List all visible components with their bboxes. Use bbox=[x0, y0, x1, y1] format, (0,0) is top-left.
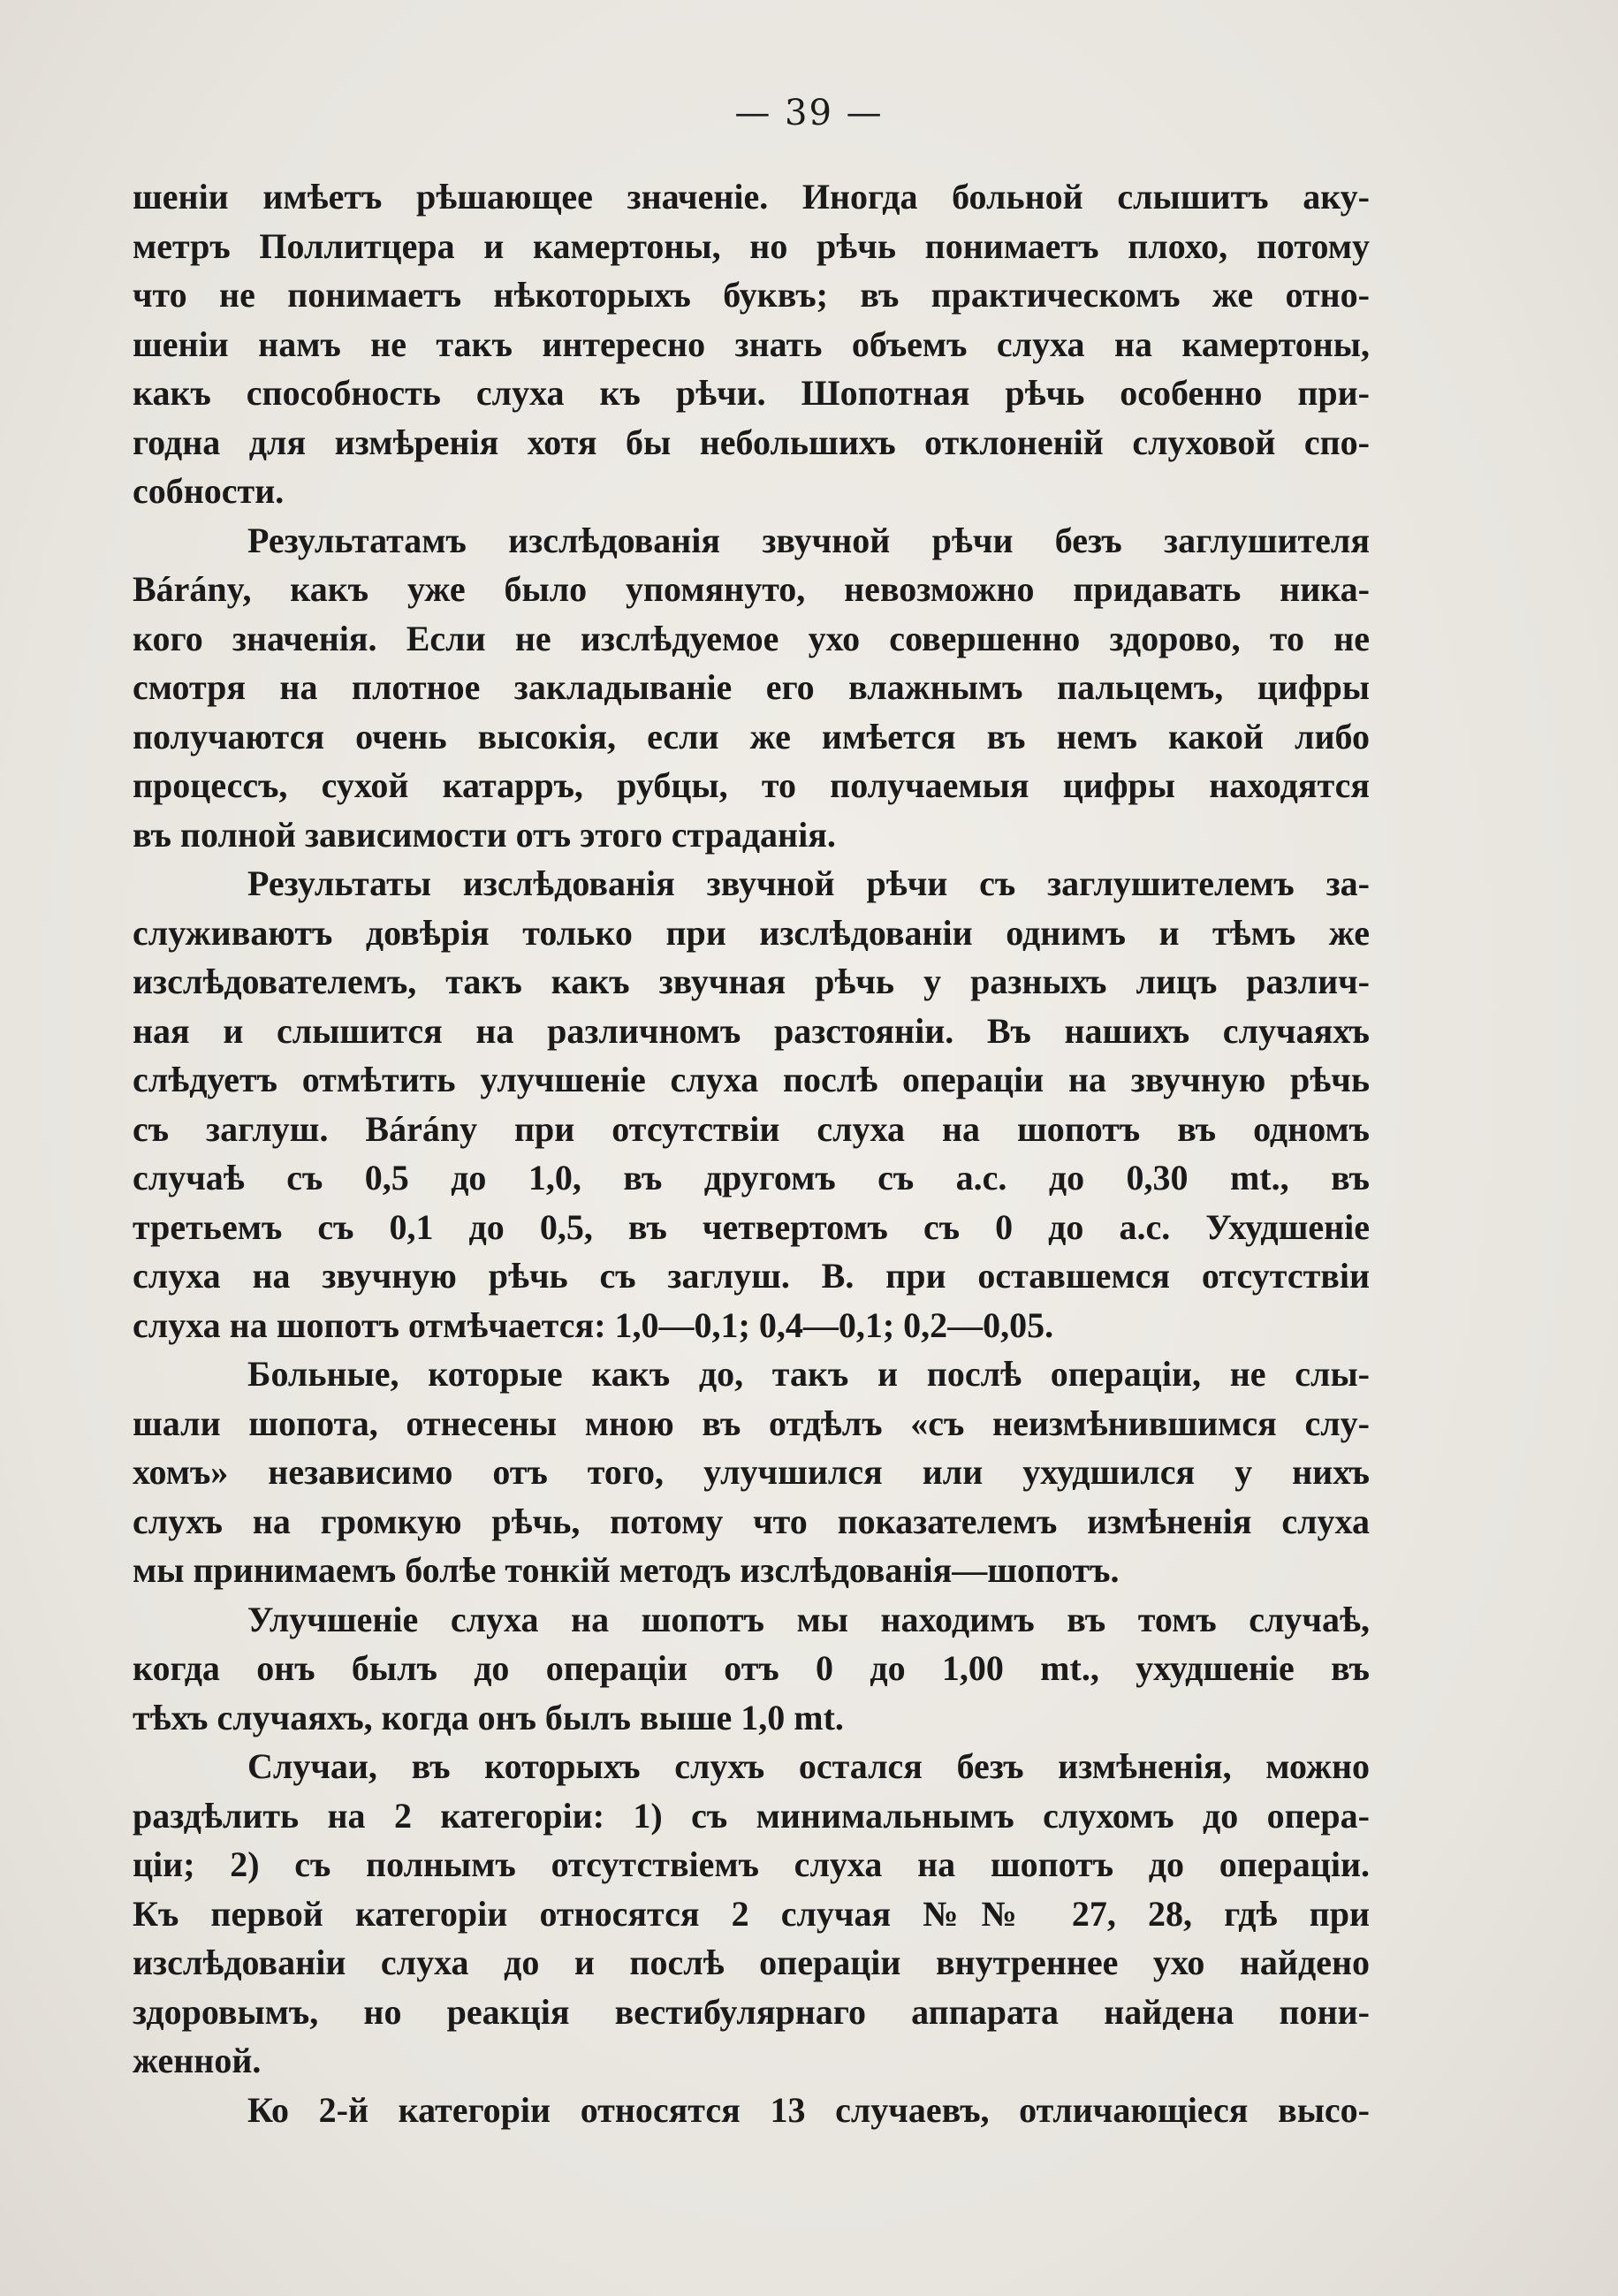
text-line: слуха на шопотъ отмѣчается: 1,0—0,1; 0,4—0,1; 0,2—0,05. bbox=[133, 1304, 1054, 1345]
text-line: шеніи намъ не такъ интересно знать объемъ слуха на камертоны, bbox=[133, 323, 1370, 364]
text-line: метръ Поллитцера и камертоны, но рѣчь понимаетъ плохо, потому bbox=[133, 225, 1370, 266]
text-line: Bárány, какъ уже было упомянуто, невозможно придавать ника- bbox=[133, 569, 1370, 609]
text-line: Больные, которые какъ до, такъ и послѣ операціи, не слы- bbox=[247, 1354, 1370, 1394]
text-line: Результатамъ изслѣдованія звучной рѣчи безъ заглушителя bbox=[247, 520, 1370, 560]
text-line: процессъ, сухой катарръ, рубцы, то получаемыя цифры находятся bbox=[133, 765, 1370, 805]
text-line: слуха на звучную рѣчь съ заглуш. B. при оставшемся отсутствіи bbox=[133, 1256, 1370, 1296]
text-line: собности. bbox=[133, 471, 285, 511]
text-line: ціи; 2) съ полнымъ отсутствіемъ слуха на шопотъ до операціи. bbox=[133, 1844, 1370, 1884]
text-line: Къ первой категоріи относятся 2 случая №№ 27, 28, гдѣ при bbox=[133, 1893, 1370, 1934]
paragraph bbox=[133, 516, 1370, 860]
paragraph bbox=[133, 2086, 1370, 2135]
text-line: Случаи, въ которыхъ слухъ остался безъ измѣненія, можно bbox=[247, 1746, 1370, 1786]
text-line: какъ способность слуха къ рѣчи. Шопотная рѣчь особенно при- bbox=[133, 373, 1370, 413]
text-line: ная и слышится на различномъ разстояніи. Въ нашихъ случаяхъ bbox=[133, 1010, 1370, 1051]
text-line: шеніи имѣетъ рѣшающее значеніе. Иногда больной слышитъ аку- bbox=[133, 177, 1370, 217]
paragraph bbox=[133, 172, 1370, 516]
text-line: хомъ» независимо отъ того, улучшился или ухудшился у нихъ bbox=[133, 1452, 1370, 1492]
text-line: изслѣдователемъ, такъ какъ звучная рѣчь у разныхъ лицъ различ- bbox=[133, 962, 1370, 1001]
text-line: шали шопота, отнесены мною въ отдѣлъ «съ неизмѣнившимся слу- bbox=[133, 1403, 1370, 1443]
page-number: — 39 — bbox=[734, 93, 884, 133]
text-line: третьемъ съ 0,1 до 0,5, въ четвертомъ съ 0 до a.c. Ухудшеніе bbox=[133, 1206, 1370, 1247]
paragraph bbox=[133, 859, 1370, 1349]
paragraph bbox=[133, 1742, 1370, 2086]
text-line: получаются очень высокія, если же имѣется въ немъ какой либо bbox=[133, 716, 1370, 756]
text-line: съ заглуш. Bárány при отсутствіи слуха на шопотъ въ одномъ bbox=[133, 1108, 1370, 1149]
body-text bbox=[133, 172, 1370, 2134]
text-line: Результаты изслѣдованія звучной рѣчи съ заглушителемъ за- bbox=[247, 863, 1370, 903]
text-line: служиваютъ довѣрія только при изслѣдованіи однимъ и тѣмъ же bbox=[133, 912, 1370, 953]
text-line: раздѣлить на 2 категоріи: 1) съ минимальнымъ слухомъ до опера- bbox=[133, 1795, 1370, 1836]
text-line: случаѣ съ 0,5 до 1,0, въ другомъ съ a.c. до 0,30 mt., въ bbox=[133, 1158, 1370, 1197]
text-line: смотря на плотное закладываніе его влажнымъ пальцемъ, цифры bbox=[133, 667, 1370, 707]
text-line: Улучшеніе слуха на шопотъ мы находимъ въ томъ случаѣ, bbox=[247, 1599, 1370, 1639]
text-line: здоровымъ, но реакція вестибулярнаго аппарата найдена пони- bbox=[133, 1991, 1370, 2032]
text-line: слухъ на громкую рѣчь, потому что показателемъ измѣненія слуха bbox=[133, 1501, 1370, 1541]
text-line: Ко 2-й категоріи относятся 13 случаевъ, отличающіеся высо- bbox=[247, 2089, 1370, 2130]
text-line: что не понимаетъ нѣкоторыхъ буквъ; въ практическомъ же отно- bbox=[133, 275, 1370, 315]
text-line: кого значенія. Если не изслѣдуемое ухо совершенно здорово, то не bbox=[133, 618, 1370, 658]
text-line: тѣхъ случаяхъ, когда онъ былъ выше 1,0 mt. bbox=[133, 1697, 844, 1737]
text-line: изслѣдованіи слуха до и послѣ операціи внутреннее ухо найдено bbox=[133, 1942, 1370, 1982]
text-line: женной. bbox=[133, 2041, 262, 2080]
paragraph bbox=[133, 1595, 1370, 1743]
text-line: въ полной зависимости отъ этого страданія. bbox=[133, 814, 836, 855]
text-line: мы принимаемъ болѣе тонкій методъ изслѣдованія—шопотъ. bbox=[133, 1550, 1120, 1590]
text-line: слѣдуетъ отмѣтить улучшеніе слуха послѣ операціи на звучную рѣчь bbox=[133, 1060, 1370, 1099]
text-line: когда онъ былъ до операціи отъ 0 до 1,00 mt., ухудшеніе въ bbox=[133, 1648, 1370, 1688]
text-line: годна для измѣренія хотя бы небольшихъ отклоненій слуховой спо- bbox=[133, 422, 1370, 462]
paragraph bbox=[133, 1349, 1370, 1595]
